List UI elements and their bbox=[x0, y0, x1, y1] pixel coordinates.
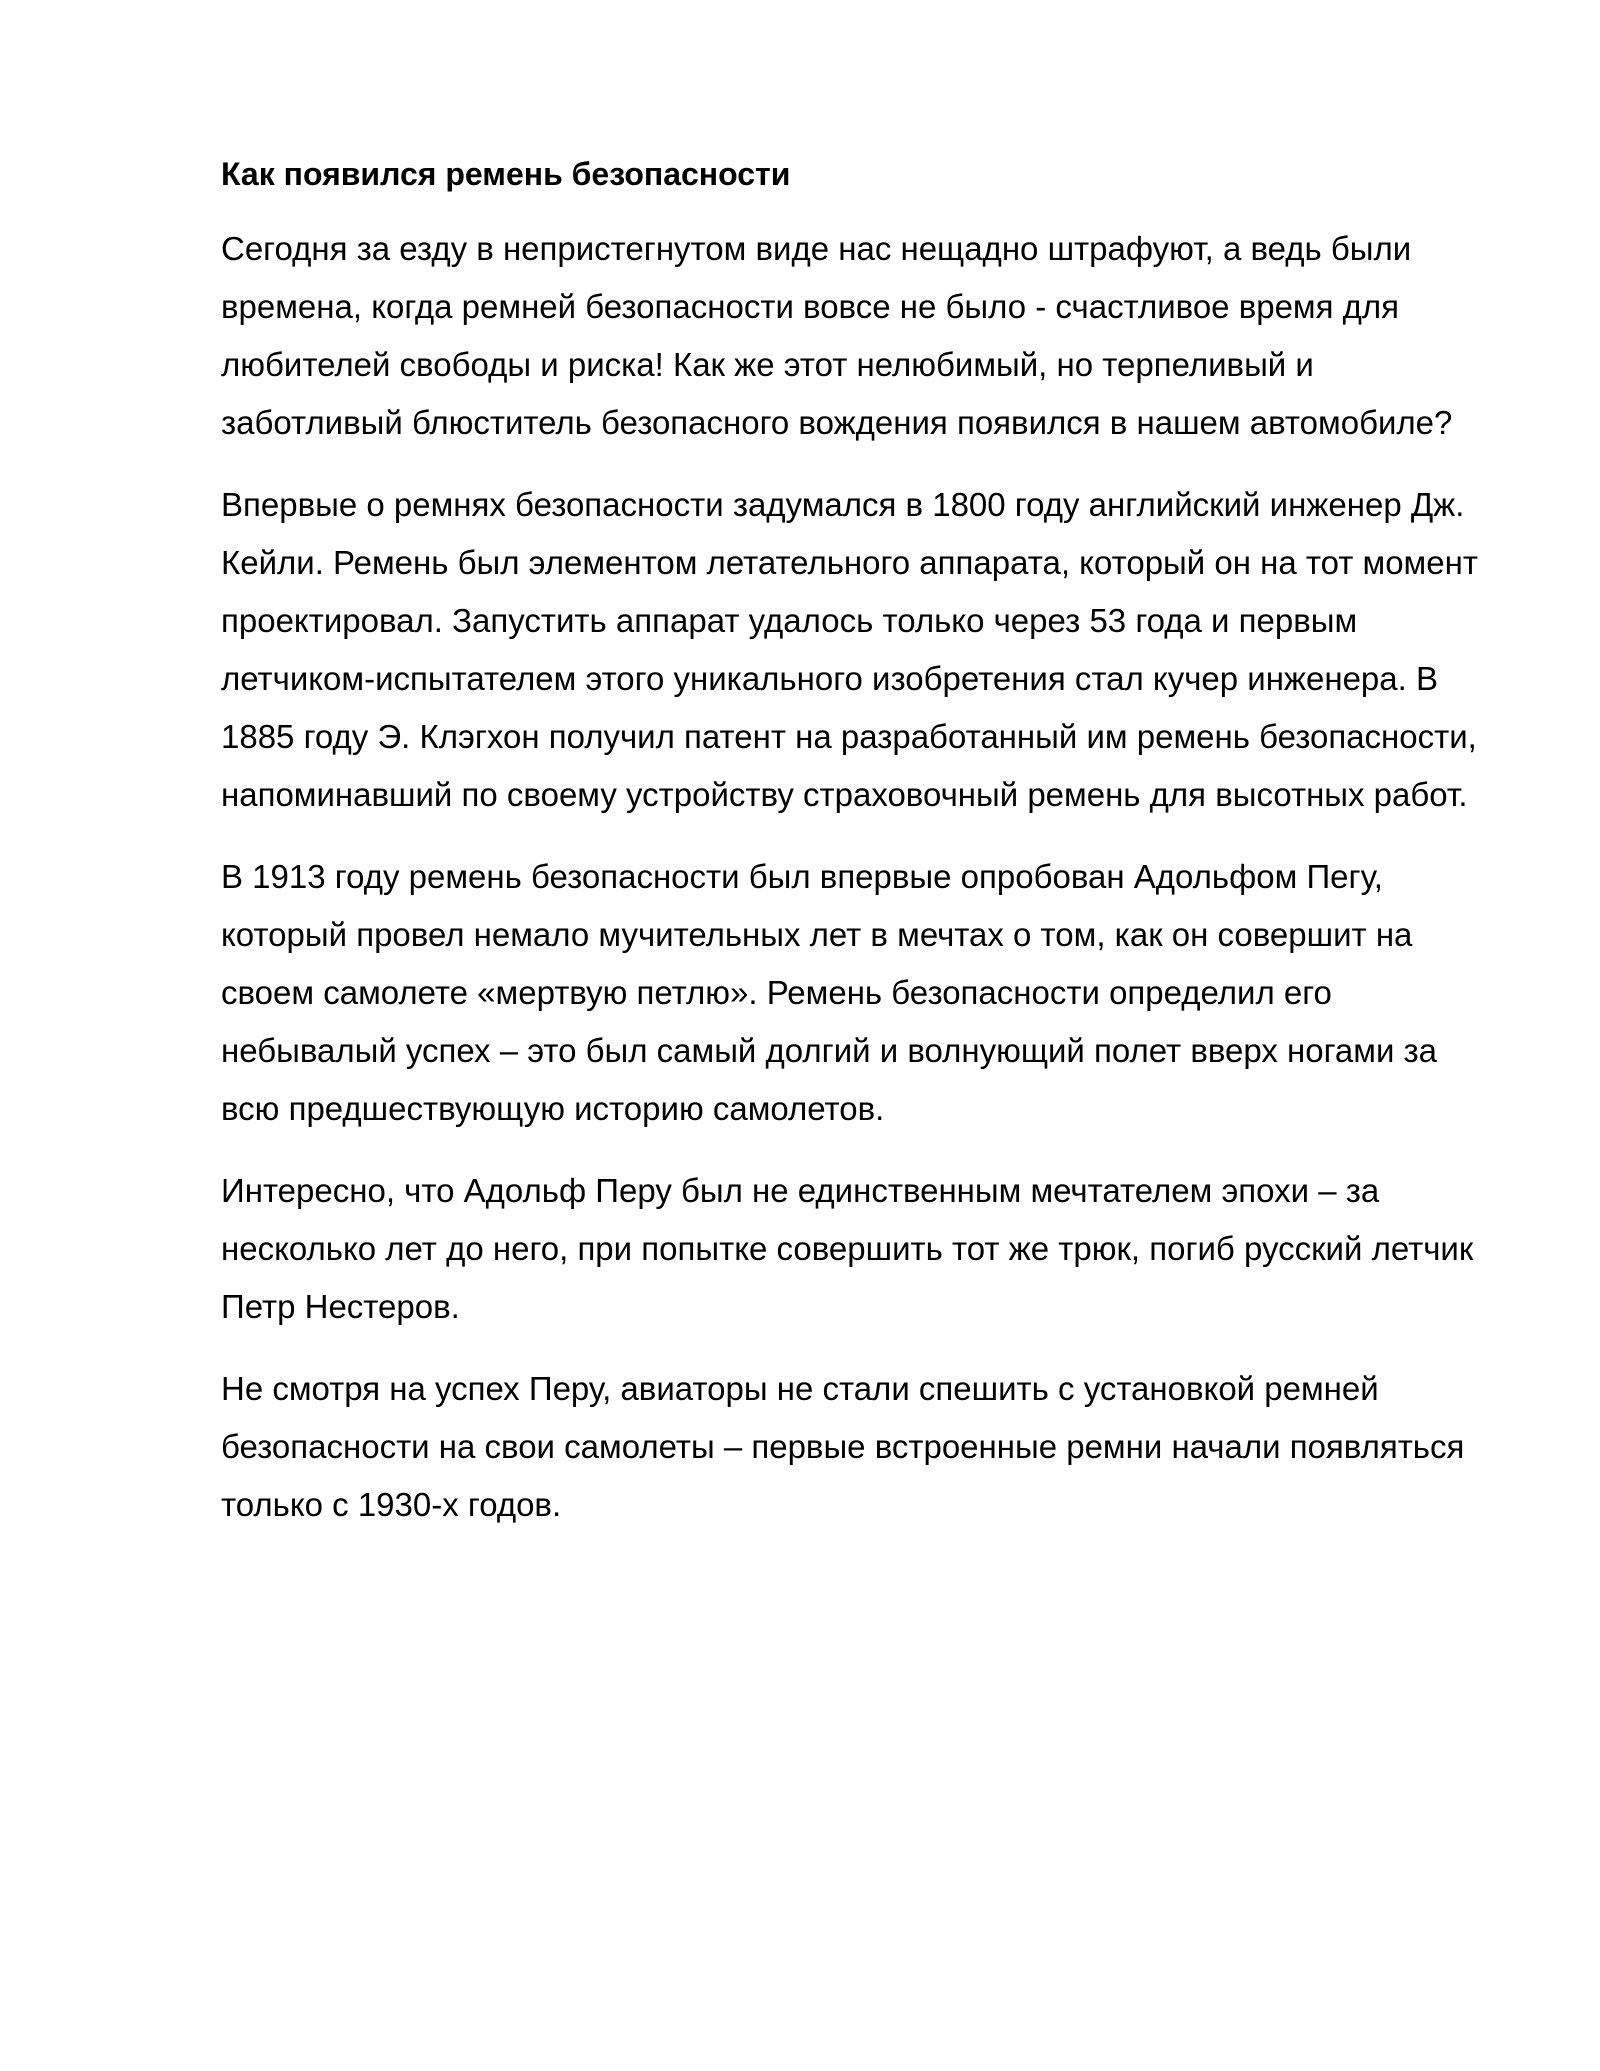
paragraph-3: В 1913 году ремень безопасности был впервые опробован Адольфом Пегу, который провел немало мучительных лет в мечтах о том, как он совершит на своем самолете «мертвую петлю». Ремень безопасности определил его небывалый успех – это был самый долгий и волнующий полет вверх ногами за всю предшествующую историю самолетов. bbox=[221, 858, 1438, 1127]
document-title: Как появился ремень безопасности bbox=[221, 156, 791, 192]
paragraph-1: Сегодня за езду в непристегнутом виде нас нещадно штрафуют, а ведь были времена, когда ремней безопасности вовсе не было - счастливое время для любителей свободы и риска! Как же этот нелюбимый, но терпеливый и заботливый блюститель безопасного вождения появился в нашем автомобиле? bbox=[221, 230, 1453, 441]
document-body bbox=[221, 148, 1491, 1558]
paragraph-4: Интересно, что Адольф Перу был не единственным мечтателем эпохи – за несколько лет до него, при попытке совершить тот же трюк, погиб русский летчик Петр Нестеров. bbox=[221, 1172, 1474, 1325]
paragraph-2: Впервые о ремнях безопасности задумался в 1800 году английский инженер Дж. Кейли. Ремень был элементом летательного аппарата, который он на тот момент проектировал. Запустить аппарат удалось только через 53 года и первым летчиком-испытателем этого уникального изобретения стал кучер инженера. В 1885 году Э. Клэгхон получил патент на разработанный им ремень безопасности, напоминавший по своему устройству страховочный ремень для высотных работ. bbox=[221, 486, 1478, 813]
paragraph-5: Не смотря на успех Перу, авиаторы не стали спешить с установкой ремней безопасности на свои самолеты – первые встроенные ремни начали появляться только с 1930-х годов. bbox=[221, 1370, 1465, 1523]
